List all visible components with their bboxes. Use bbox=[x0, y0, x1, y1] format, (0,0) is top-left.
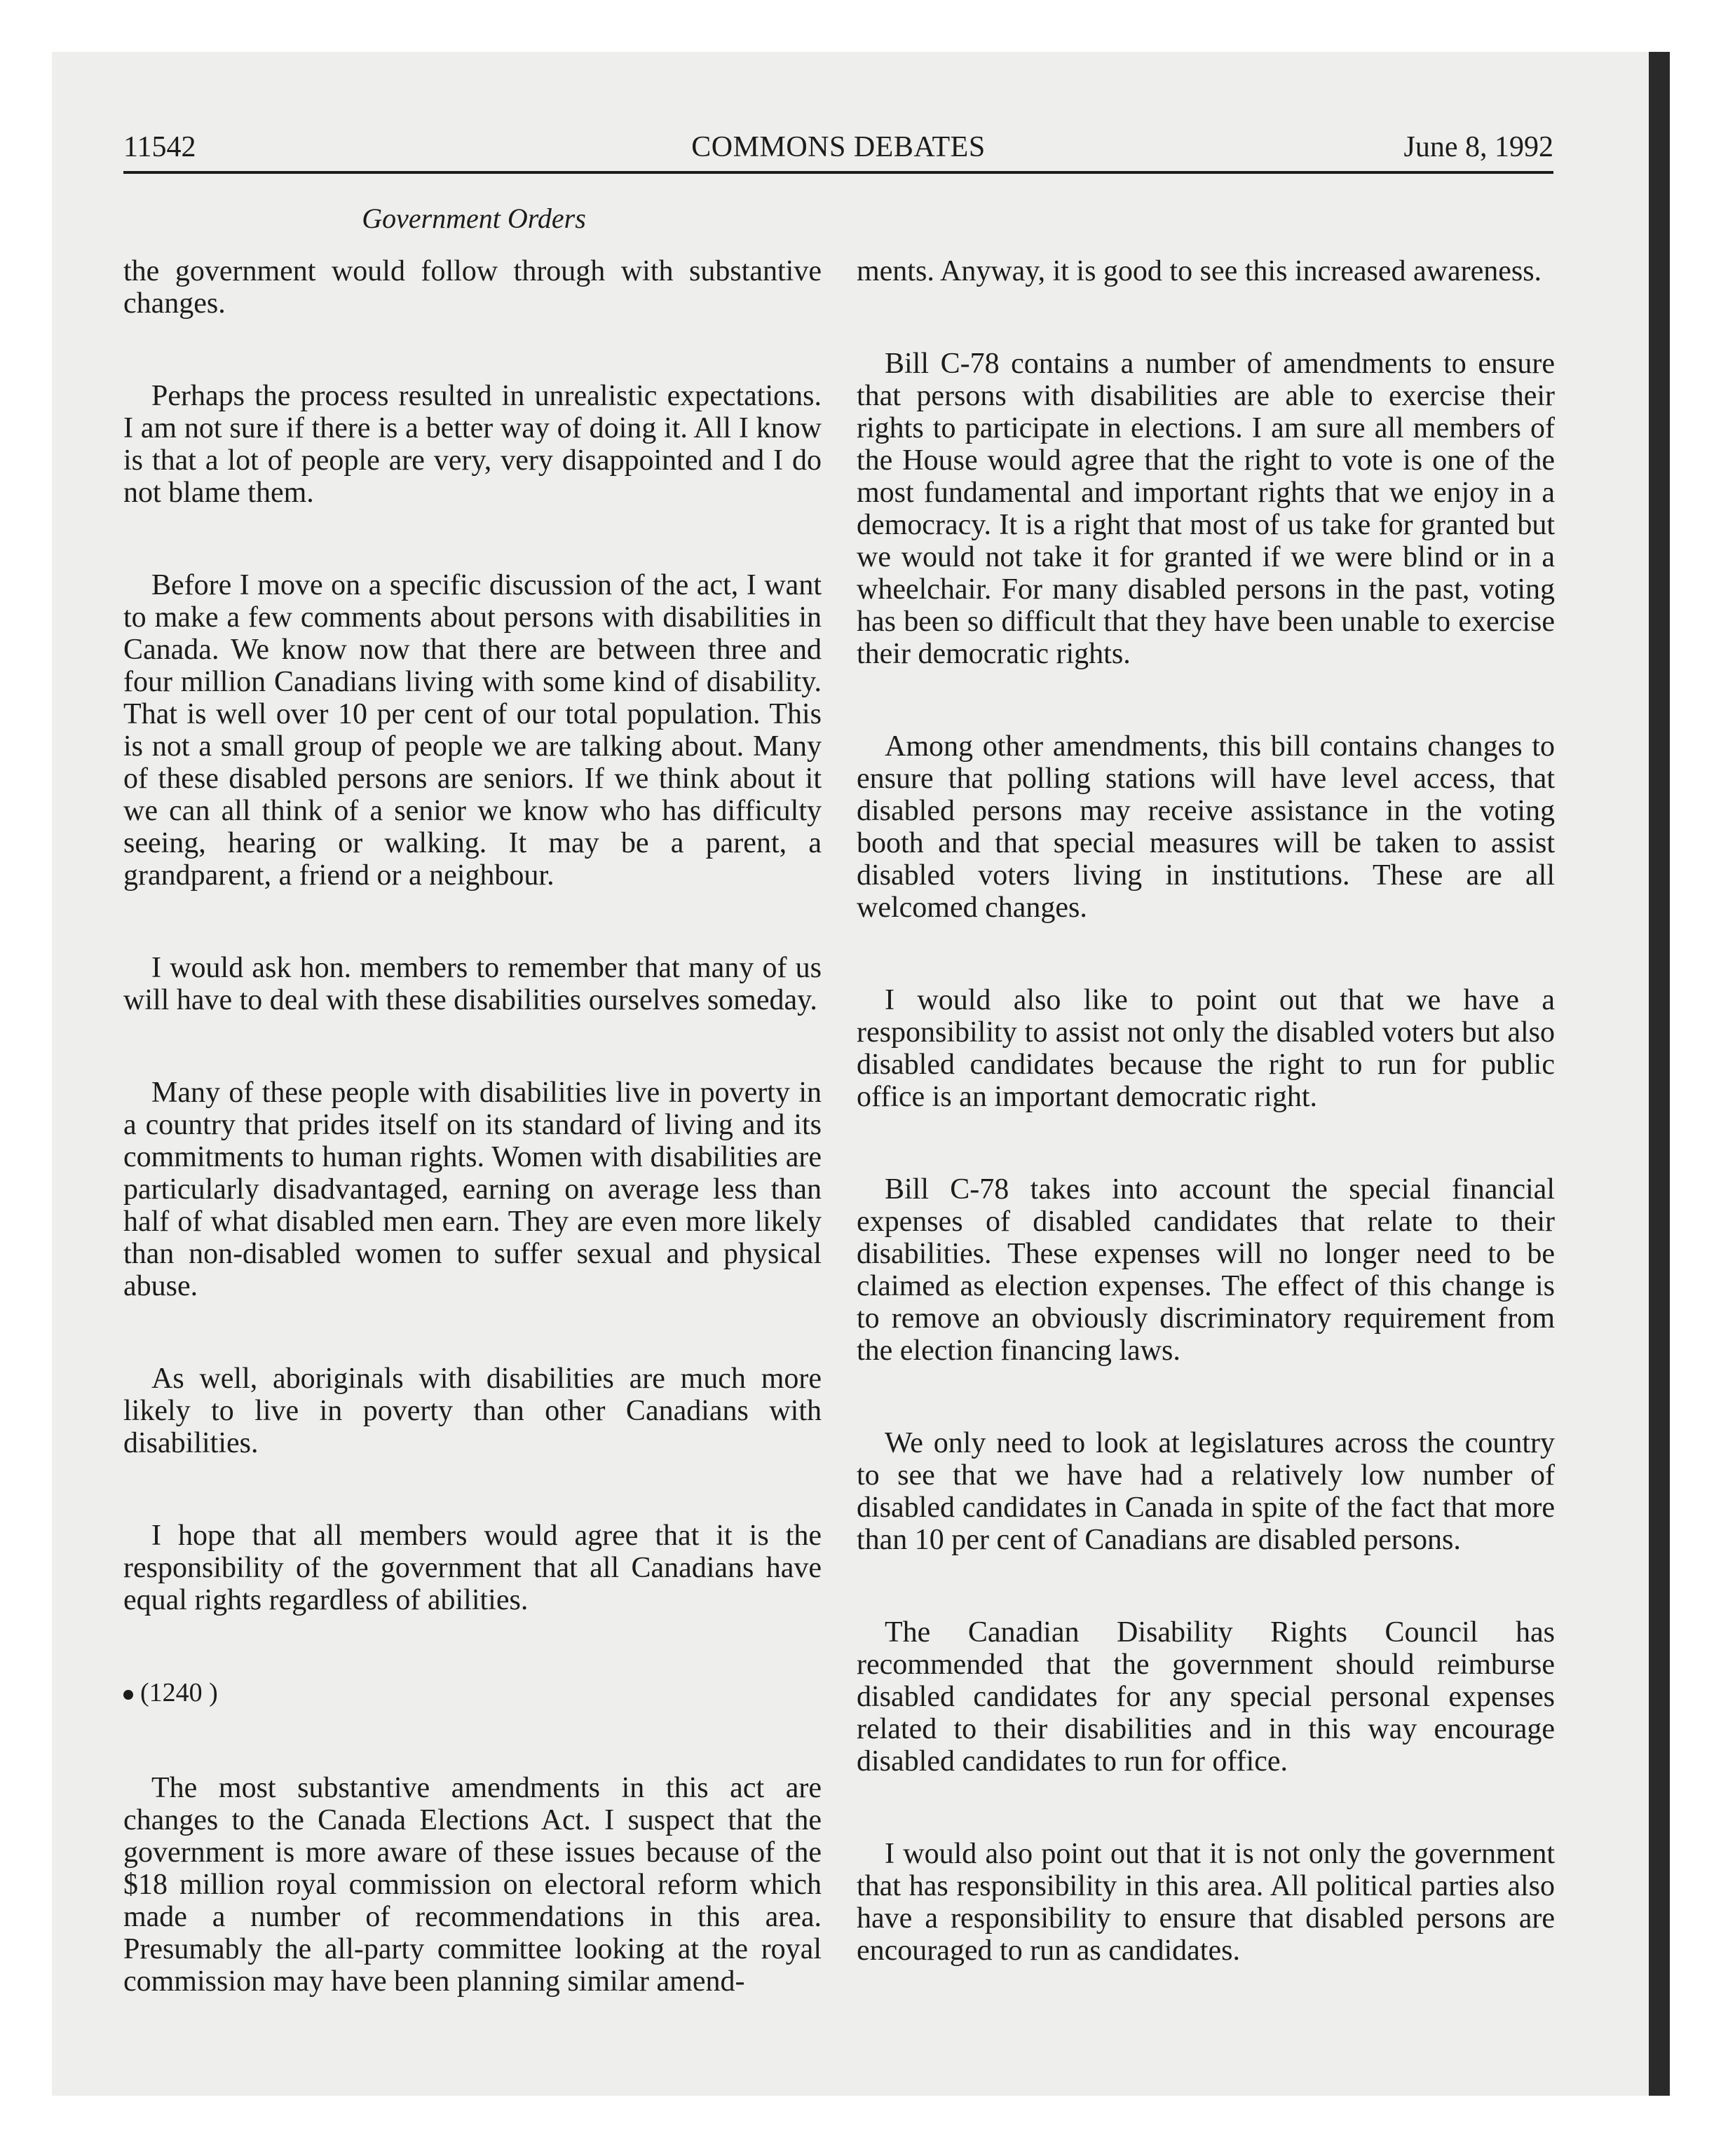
left-column bbox=[123, 255, 822, 2058]
publication-date: June 8, 1992 bbox=[1403, 131, 1553, 163]
time-marker-text: (1240 ) bbox=[140, 1678, 218, 1707]
bullet-icon bbox=[123, 1690, 133, 1700]
journal-title: COMMONS DEBATES bbox=[691, 131, 986, 163]
paragraph: I would also point out that it is not only the government that has responsibility in this area. All political parties also have a responsibility to ensure that disabled persons are encouraged to run as candidates. bbox=[857, 1838, 1555, 1967]
paragraph: Bill C-78 contains a number of amendments to ensure that persons with disabilities are able to exercise their rights to participate in elections. I am sure all members of the House would agree that the right to vote is one of the most fundamental and important rights that we enjoy in a democracy. It is a right that most of us take for granted but we would not take it for granted if we were blind or in a wheelchair. For many disabled persons in the past, voting has been so difficult that they have been unable to exercise their democratic rights. bbox=[857, 348, 1555, 670]
paragraph: Bill C-78 takes into account the special financial expenses of disabled candidates that relate to their disabilities. These expenses will no longer need to be claimed as election expenses. The effect of this change is to remove an obviously discriminatory requirement from the election financing laws. bbox=[857, 1173, 1555, 1367]
page-header bbox=[123, 130, 1553, 170]
paragraph: Among other amendments, this bill contains changes to ensure that polling stations will have level access, that disabled persons may receive assistance in the voting booth and that special measures will be taken to assist disabled voters living in institutions. These are all welcomed changes. bbox=[857, 730, 1555, 924]
paragraph: Many of these people with disabilities live in poverty in a country that prides itself on its standard of living and its commitments to human rights. Women with disabilities are particularly disadvantaged, earning on average less than half of what disabled men earn. They are even more likely than non-disabled women to suffer sexual and physical abuse. bbox=[123, 1077, 822, 1302]
paragraph: the government would follow through with substantive changes. bbox=[123, 255, 822, 320]
paragraph: I would ask hon. members to remember that many of us will have to deal with these disabilities ourselves someday. bbox=[123, 952, 822, 1016]
time-marker bbox=[123, 1677, 822, 1709]
paragraph: We only need to look at legislatures across the country to see that we have had a relatively low number of disabled candidates in Canada in spite of the fact that more than 10 per cent of Canadians are disabled persons. bbox=[857, 1427, 1555, 1556]
paragraph: The Canadian Disability Rights Council has recommended that the government should reimburse disabled candidates for any special personal expenses related to their disabilities and in this way encourage disabled candidates to run for office. bbox=[857, 1616, 1555, 1778]
paragraph: ments. Anyway, it is good to see this increased awareness. bbox=[857, 255, 1542, 287]
binding-edge bbox=[1649, 52, 1670, 2096]
header-rule bbox=[123, 171, 1553, 174]
paragraph: I would also like to point out that we have a responsibility to assist not only the disabled voters but also disabled candidates because the right to run for public office is an important democratic right. bbox=[857, 984, 1555, 1113]
paragraph: I hope that all members would agree that it is the responsibility of the government that all Canadians have equal rights regardless of abilities. bbox=[123, 1520, 822, 1616]
paragraph: As well, aboriginals with disabilities are much more likely to live in poverty than other Canadians with disabilities. bbox=[123, 1363, 822, 1459]
page-number: 11542 bbox=[123, 131, 196, 163]
right-column bbox=[857, 255, 1555, 2027]
paragraph: Perhaps the process resulted in unrealistic expectations. I am not sure if there is a better way of doing it. All I know is that a lot of people are very, very disappointed and I do not blame them. bbox=[123, 380, 822, 509]
section-title: Government Orders bbox=[362, 203, 586, 234]
paragraph: Before I move on a specific discussion of the act, I want to make a few comments about persons with disabilities in Canada. We know now that there are between three and four million Canadians living with some kind of disability. That is well over 10 per cent of our total population. This is not a small group of people we are talking about. Many of these disabled persons are seniors. If we think about it we can all think of a senior we know who has difficulty seeing, hearing or walking. It may be a parent, a grandparent, a friend or a neighbour. bbox=[123, 569, 822, 892]
paragraph: The most substantive amendments in this act are changes to the Canada Elections Act. I suspect that the government is more aware of these issues because of the $18 million royal commission on electoral reform which made a number of recommendations in this area. Presumably the all-party committee looking at the royal commission may have been planning similar amend- bbox=[123, 1772, 822, 1998]
